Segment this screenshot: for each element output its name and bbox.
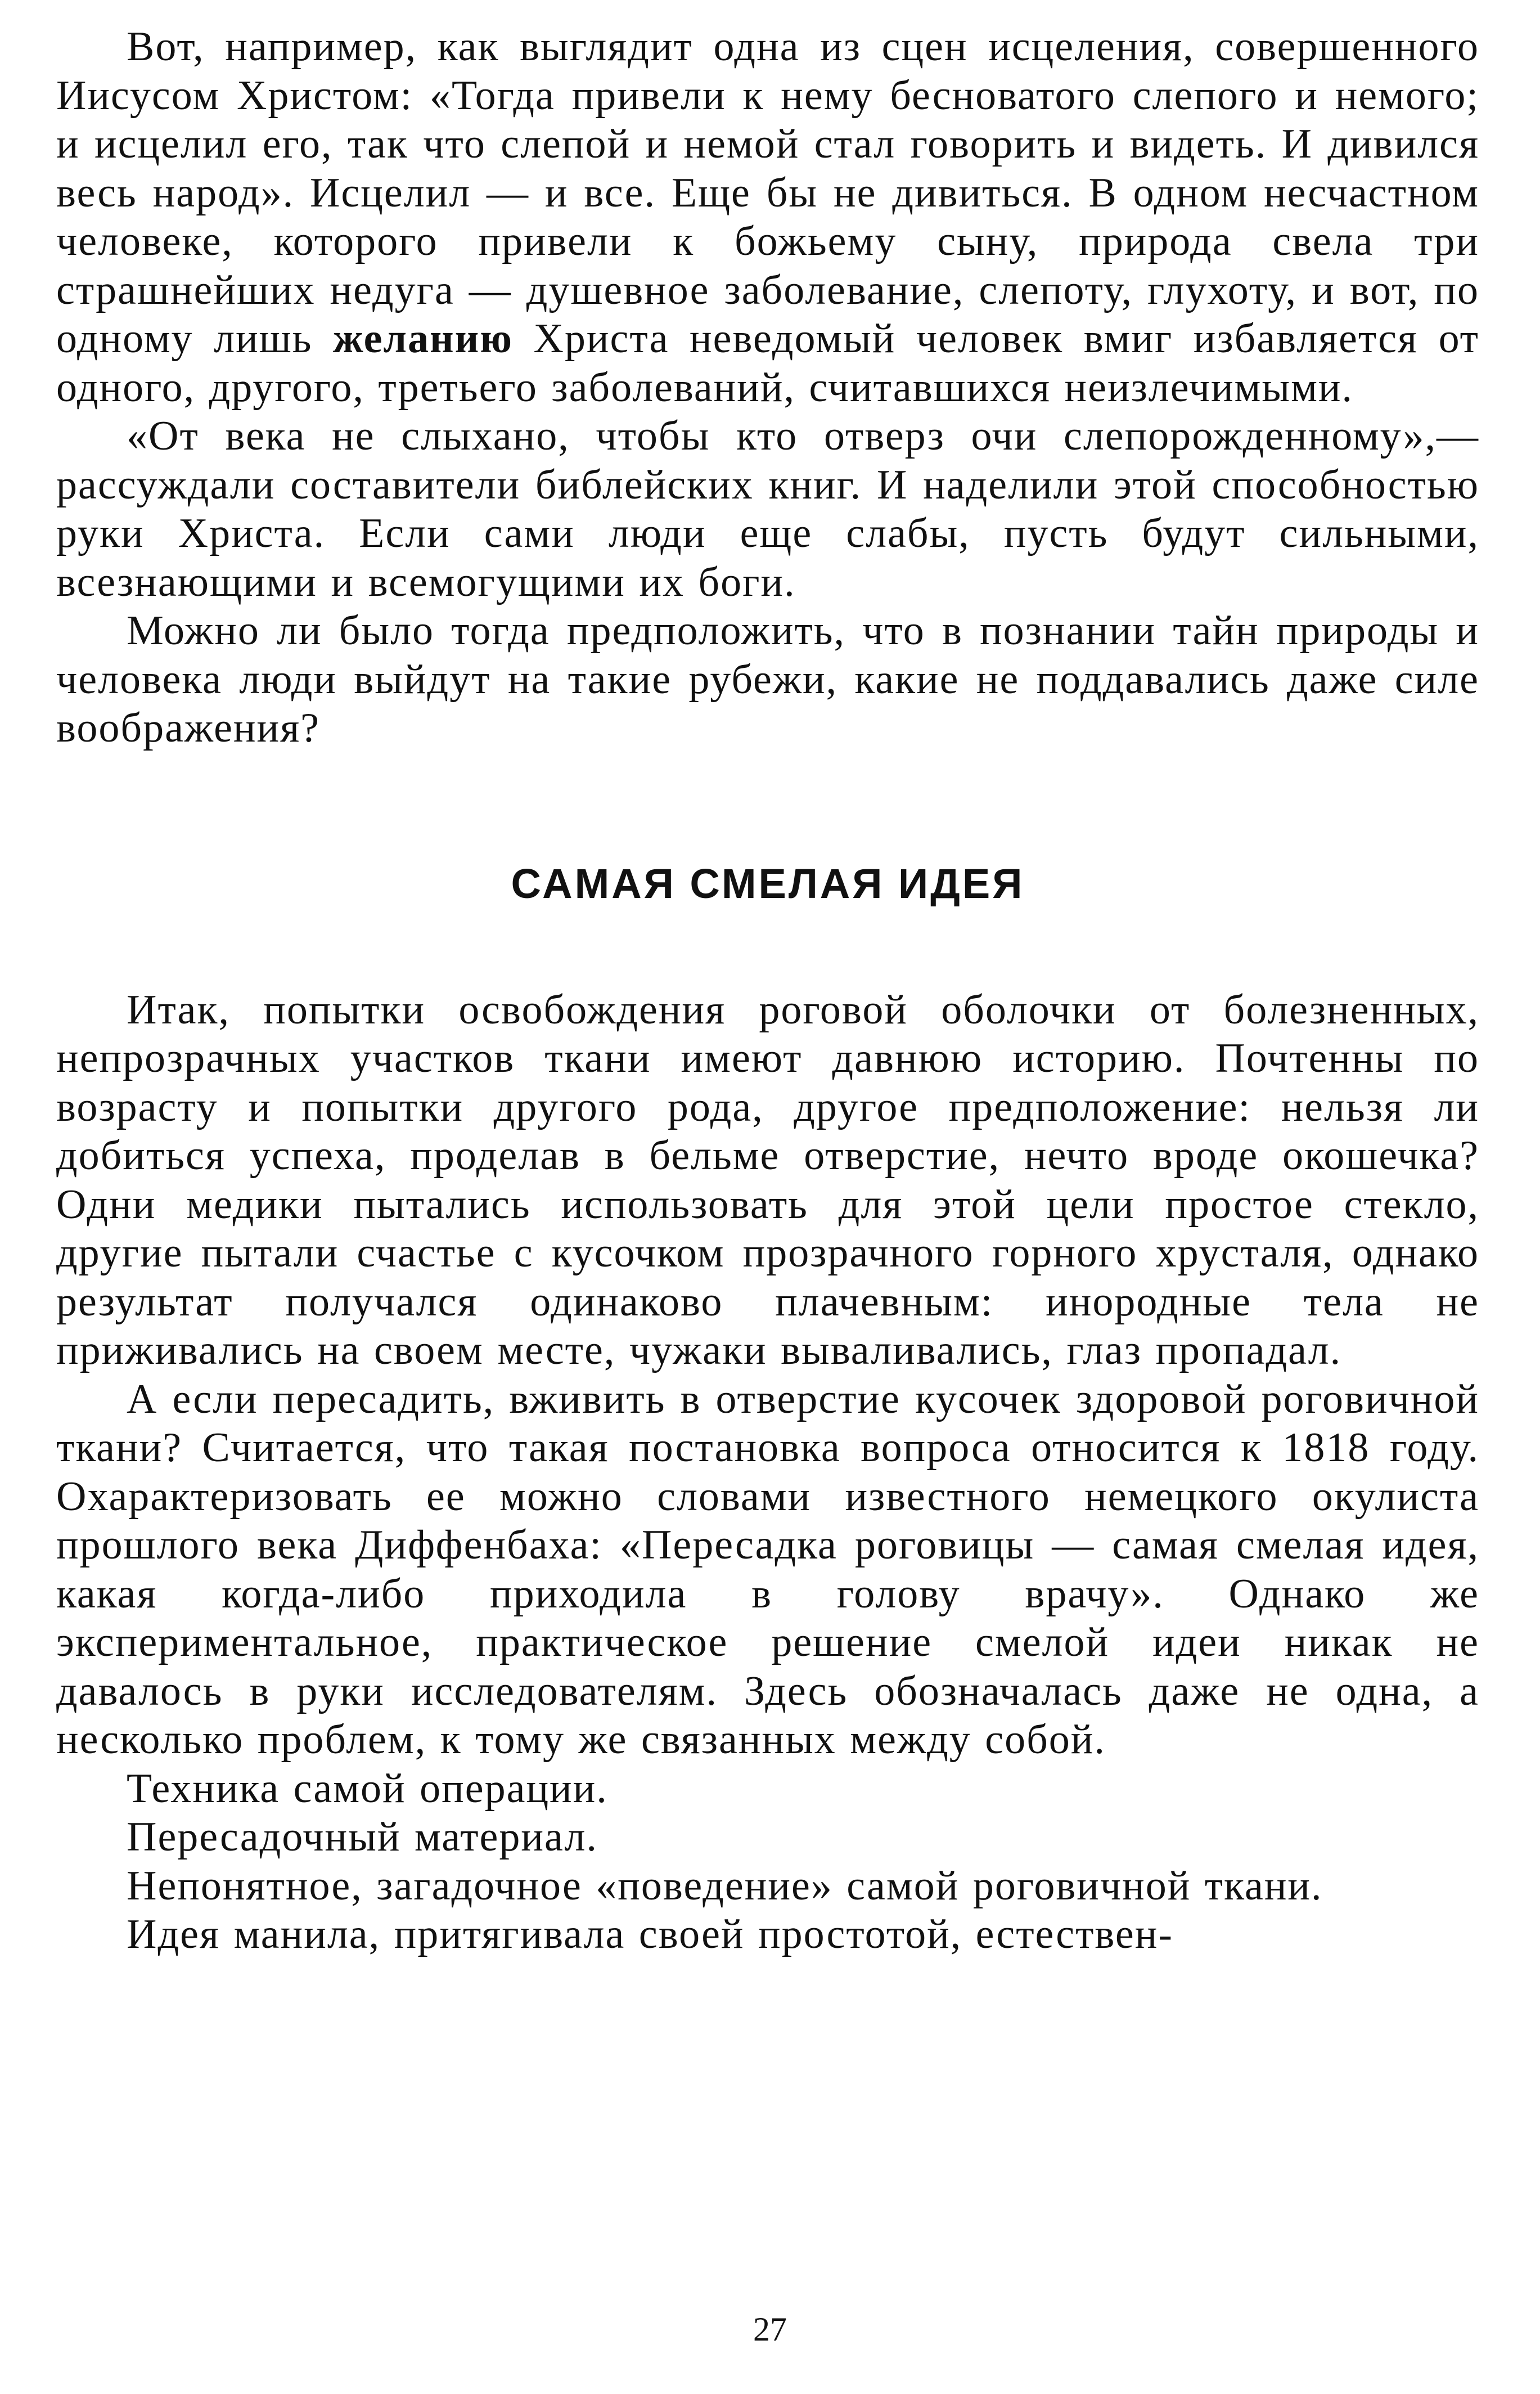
page-body	[56, 23, 1479, 1959]
emphasized-word: желанию	[333, 316, 513, 362]
paragraph-text: Вот, например, как выглядит одна из сцен исцеления, совершенного Иисусом Христом: «Тогда привели к нему бесноватого слепого и немого; и исцелил его, так что слепой и немой стал говорить и видеть. И дивился весь народ». Исцелил — и все. Еще бы не дивиться. В одном несчастном человеке, которого привели к божьему сыну, природа свела три страшнейших недуга — душевное заболевание, слепоту, глухоту, и вот, по одному лишь	[56, 24, 1479, 362]
section-heading: САМАЯ СМЕЛАЯ ИДЕЯ	[511, 860, 1025, 907]
paragraph-transplant-idea: А если пересадить, вживить в отверстие кусочек здоровой роговичной ткани? Считается, что такая постановка вопроса относится к 1818 году. Охарактеризовать ее можно словами известного немецкого окулиста прошлого века Диффенбаха: «Пересадка роговицы — самая смелая идея, какая когда-либо приходила в голову врачу». Однако же экспериментальное, практическое решение смелой идеи никак не давалось в руки исследователям. Здесь обозначалась даже не одна, а несколько проблем, к тому же связанных между собой.	[56, 1376, 1479, 1763]
paragraph-biblical-books: «От века не слыхано, чтобы кто отверз очи слепорожденному»,— рассуждали составители библейских книг. И наделили этой способностью руки Христа. Если сами люди еще слабы, пусть будут сильными, всезнающими и всемогущими их боги.	[56, 413, 1479, 605]
paragraph-problem-technique: Техника самой операции.	[127, 1765, 608, 1812]
paragraph-problem-behavior: Непонятное, загадочное «поведение» самой роговичной ткани.	[127, 1862, 1323, 1909]
paragraph-question: Можно ли было тогда предположить, что в познании тайн природы и человека люди выйдут на такие рубежи, какие не поддавались даже силе воображения?	[56, 608, 1479, 751]
paragraph-text: Христа неведомый человек вмиг избавляется от одного, другого, третьего заболеваний, считавшихся неизлечимыми.	[56, 316, 1479, 411]
paragraph-idea-attraction: Идея манила, притягивала своей простотой, естествен-	[127, 1911, 1174, 1957]
paragraph-cornea-history: Итак, попытки освобождения роговой оболочки от болезненных, непрозрачных участков ткани имеют давнюю историю. Почтенны по возрасту и попытки другого рода, другое предположение: нельзя ли добиться успеха, проделав в бельме отверстие, нечто вроде окошечка? Одни медики пытались использовать для этой цели простое стекло, другие пытали счастье с кусочком прозрачного горного хрусталя, однако результат получался одинаково плачевным: инородные тела не приживались на своем месте, чужаки вываливались, глаз пропадал.	[56, 986, 1479, 1373]
paragraph-problem-material: Пересадочный материал.	[127, 1814, 598, 1860]
page-number: 27	[753, 2311, 787, 2348]
paragraph-healing-scene	[56, 23, 1479, 412]
